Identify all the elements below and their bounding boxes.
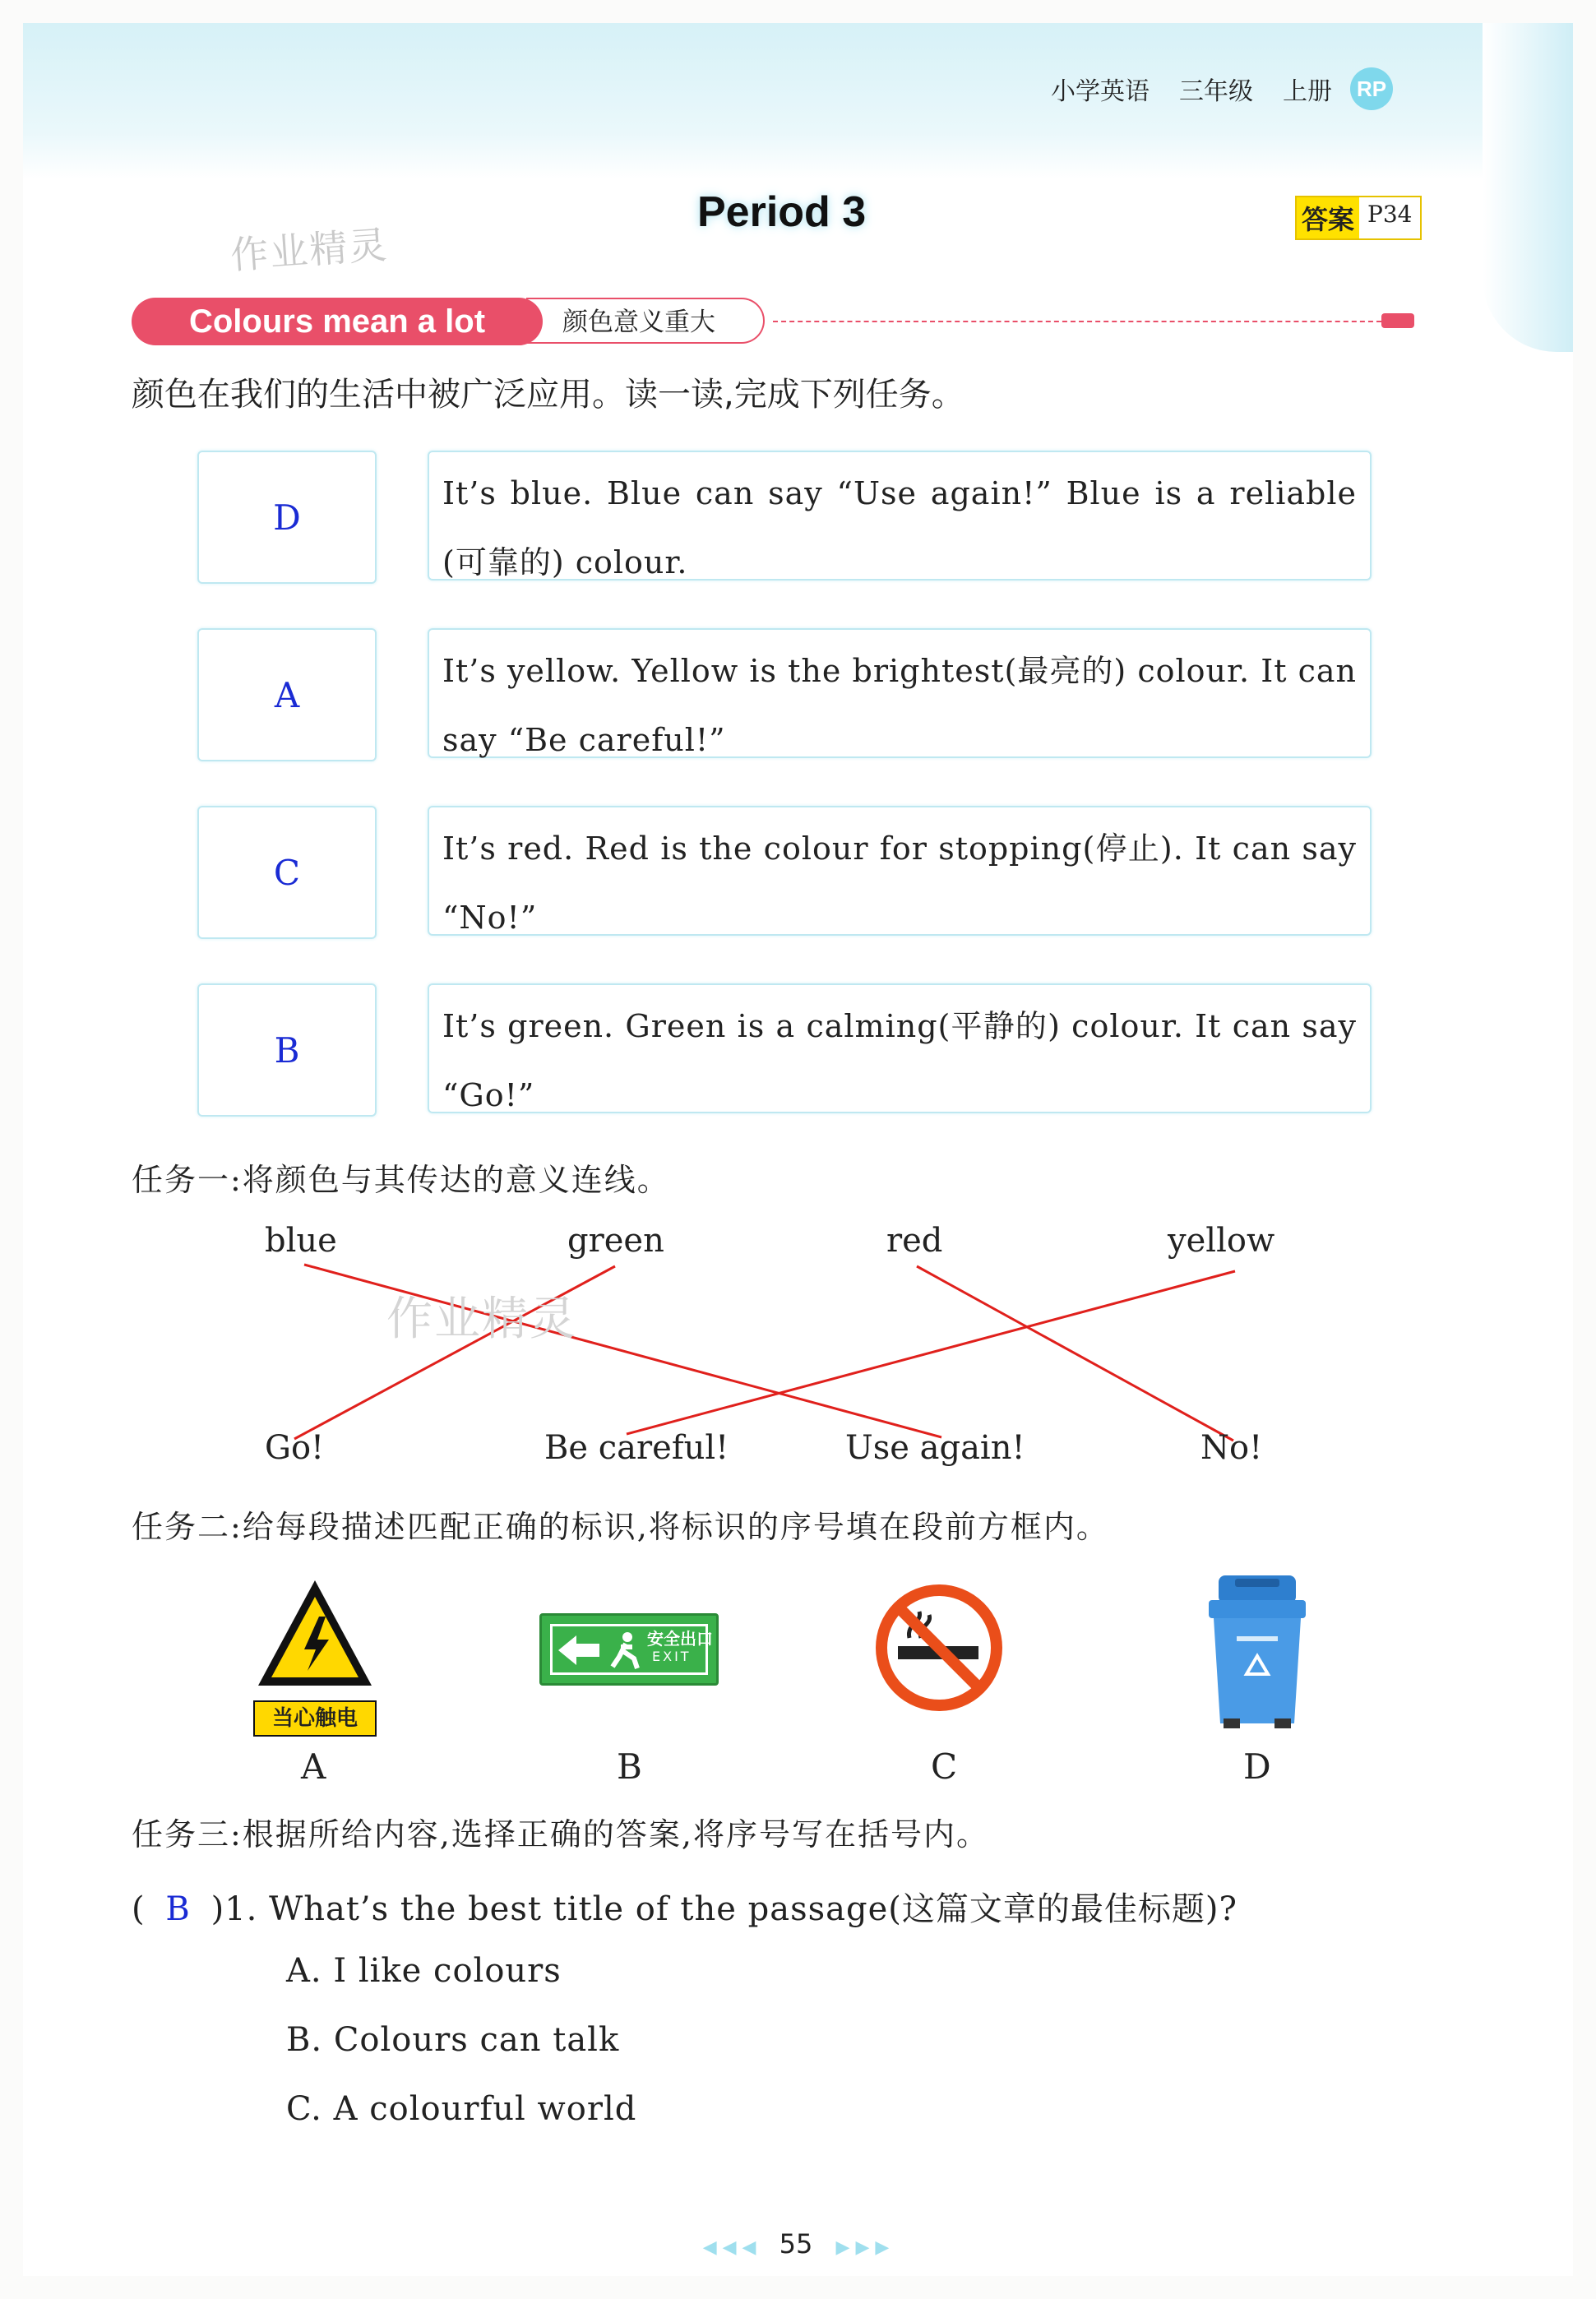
answer-box[interactable]: B <box>197 983 377 1117</box>
section-subtitle: 颜色意义重大 <box>526 298 765 344</box>
electric-hazard-icon <box>253 1574 377 1697</box>
watermark: 作业精灵 <box>229 222 390 278</box>
sign-label-d: D <box>1243 1746 1271 1787</box>
sign-a-caption: 当心触电 <box>253 1700 377 1737</box>
colour-word-blue[interactable]: blue <box>265 1222 337 1260</box>
sign-a <box>253 1574 377 1735</box>
answer-box[interactable]: A <box>197 628 377 761</box>
recycle-bin-icon <box>1204 1570 1311 1732</box>
grade-label: 三年级 <box>1179 77 1253 106</box>
task2-instruction: 任务二:给每段描述匹配正确的标识,将标识的序号填在段前方框内。 <box>132 1509 1109 1545</box>
match-line-yellow-be-careful <box>627 1271 1235 1434</box>
reading-instruction: 颜色在我们的生活中被广泛应用。读一读,完成下列任务。 <box>132 376 965 414</box>
answer-tag-page: P34 <box>1359 197 1420 238</box>
publisher-badge: RP <box>1350 67 1393 110</box>
watermark-mid: 作业精灵 <box>386 1293 577 1346</box>
meaning-no[interactable]: No! <box>1200 1429 1263 1467</box>
sign-label-b: B <box>617 1746 642 1787</box>
page-title: Period 3 <box>697 188 867 236</box>
passage-text: It’s red. Red is the colour for stopping(停止). It can say “No!” <box>428 806 1372 936</box>
page-footer <box>673 2228 919 2260</box>
sign-label-a: A <box>301 1746 326 1787</box>
task1-instruction: 任务一:将颜色与其传达的意义连线。 <box>132 1162 670 1198</box>
option-b[interactable]: B. Colours can talk <box>286 2021 620 2059</box>
exit-sign-icon <box>539 1613 719 1686</box>
question-1-answer[interactable]: B <box>165 1890 191 1928</box>
meaning-use-again[interactable]: Use again! <box>845 1429 1025 1467</box>
colour-word-red[interactable]: red <box>886 1222 943 1260</box>
match-line-red-no <box>917 1266 1233 1441</box>
subject-label: 小学英语 <box>1051 77 1150 106</box>
open-paren: ( <box>132 1890 146 1928</box>
exit-arrow-icon <box>555 1629 654 1672</box>
volume-label: 上册 <box>1283 77 1332 106</box>
no-smoking-icon <box>873 1582 1005 1714</box>
colour-word-yellow[interactable]: yellow <box>1168 1222 1275 1260</box>
question-1-text: )1. What’s the best title of the passage(这篇文章的最佳标题)? <box>210 1890 1237 1928</box>
footer-arrows-right: ▶ ▶ ▶ <box>835 2237 890 2258</box>
question-1 <box>132 1883 1237 1930</box>
exit-caption-en: EXIT <box>652 1649 692 1664</box>
answer-box[interactable]: D <box>197 451 377 584</box>
answer-box[interactable]: C <box>197 806 377 939</box>
meaning-be-careful[interactable]: Be careful! <box>544 1429 729 1467</box>
footer-arrows-left: ◀ ◀ ◀ <box>702 2237 756 2258</box>
exit-caption-cn: 安全出口 <box>647 1629 713 1649</box>
option-c[interactable]: C. A colourful world <box>286 2090 637 2128</box>
answer-tag-label: 答案 <box>1297 197 1359 238</box>
option-a[interactable]: A. I like colours <box>286 1952 562 1990</box>
meaning-go[interactable]: Go! <box>265 1429 325 1467</box>
page-number: 55 <box>779 2228 813 2260</box>
passage-text: It’s yellow. Yellow is the brightest(最亮的) colour. It can say “Be careful!” <box>428 628 1372 758</box>
colour-word-green[interactable]: green <box>567 1222 664 1260</box>
sign-label-c: C <box>931 1746 958 1787</box>
task3-instruction: 任务三:根据所给内容,选择正确的答案,将序号写在括号内。 <box>132 1816 989 1853</box>
section-title: Colours mean a lot <box>132 298 543 345</box>
passage-text: It’s green. Green is a calming(平静的) colour. It can say “Go!” <box>428 983 1372 1113</box>
passage-text: It’s blue. Blue can say “Use again!” Blue is a reliable (可靠的) colour. <box>428 451 1372 581</box>
